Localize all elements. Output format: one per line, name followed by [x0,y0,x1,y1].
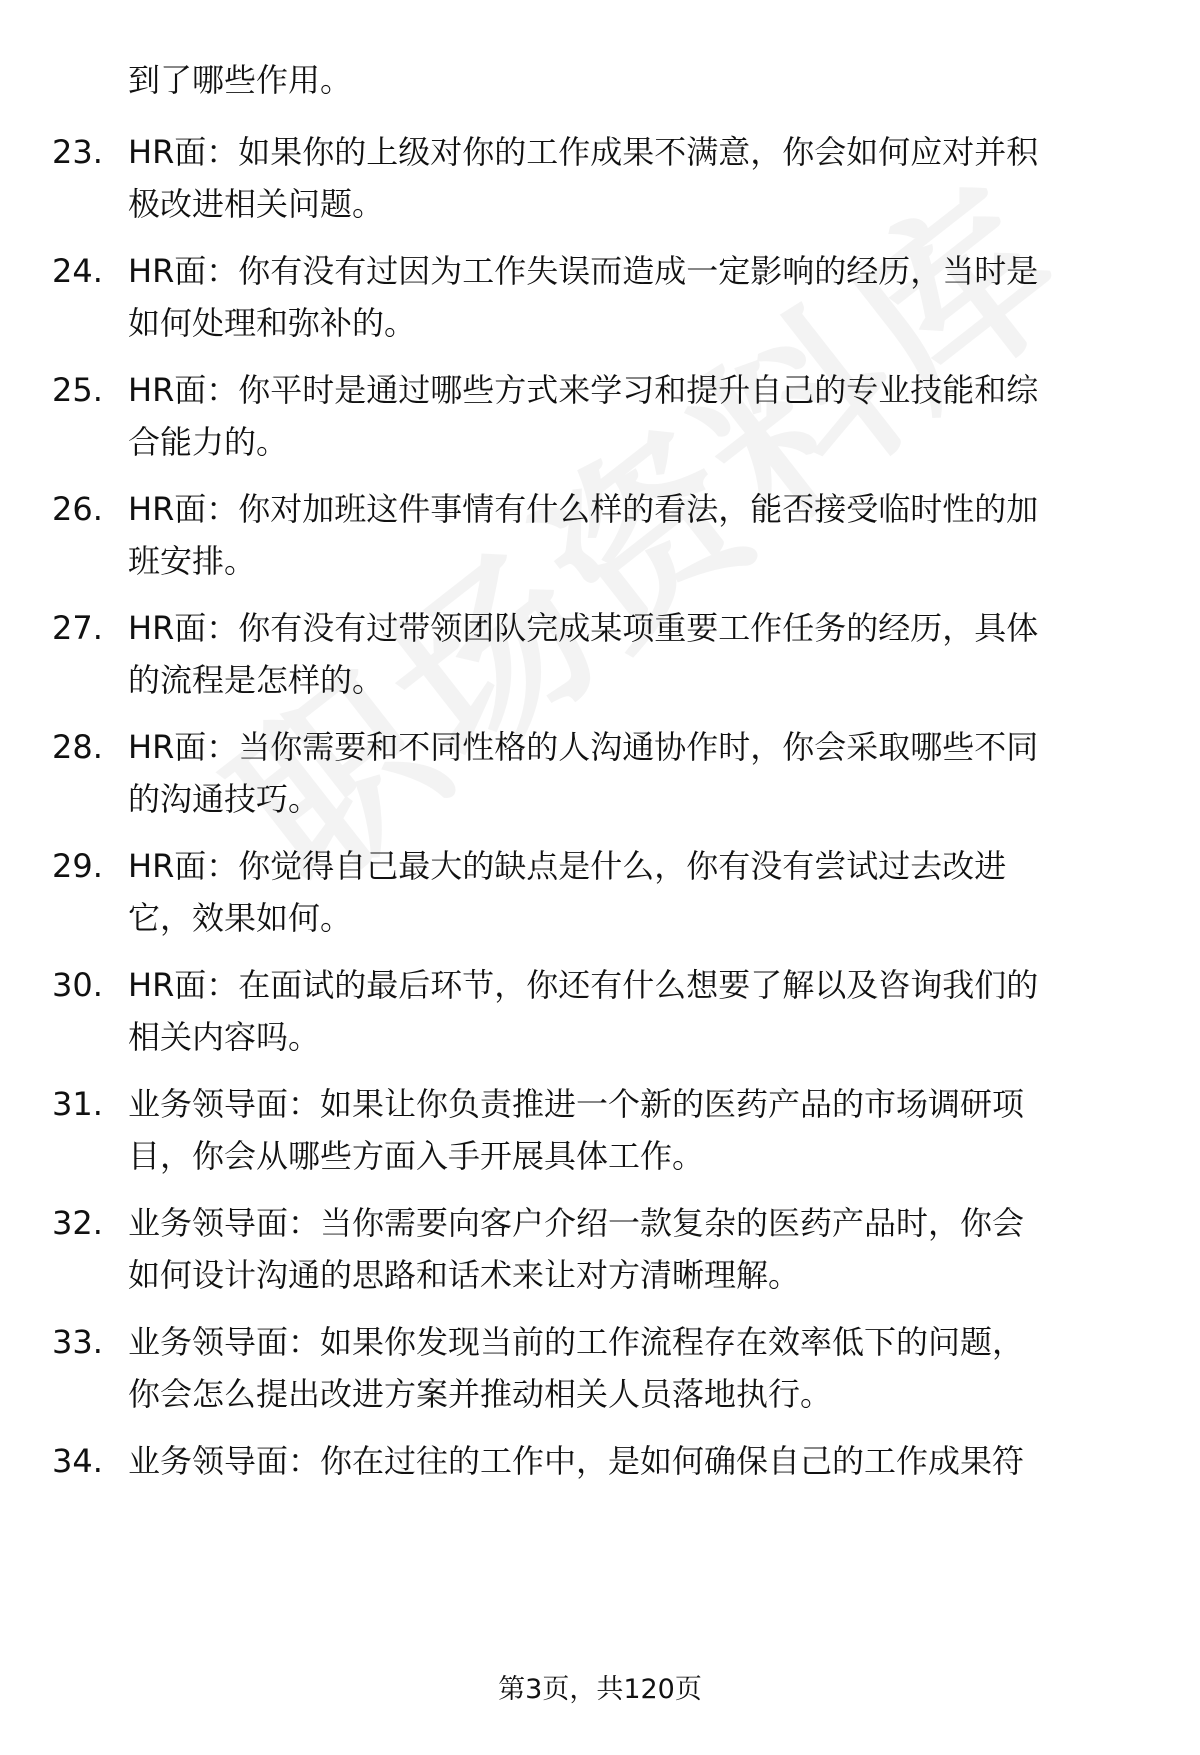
question-number: 33. [52,1323,103,1361]
question-number: 31. [52,1085,103,1123]
question-text-line1: HR面：当你需要和不同性格的人沟通协作时，你会采取哪些不同 [128,728,1039,766]
question-text-line2: 目，你会从哪些方面入手开展具体工作。 [128,1137,705,1175]
question-text-line2: 如何处理和弥补的。 [128,304,417,342]
question-number: 29. [52,847,103,885]
question-text-line1: HR面：在面试的最后环节，你还有什么想要了解以及咨询我们的 [128,966,1039,1004]
question-text-line1: HR面：你有没有过因为工作失误而造成一定影响的经历，当时是 [128,252,1039,290]
question-text-line2: 的流程是怎样的。 [128,661,385,699]
question-text-line2: 合能力的。 [128,423,289,461]
question-text-line1: 业务领导面：当你需要向客户介绍一款复杂的医药产品时，你会 [128,1204,1025,1242]
question-number: 28. [52,728,103,766]
question-number: 27. [52,609,103,647]
question-number: 23. [52,133,103,171]
question-number: 25. [52,371,103,409]
question-text-line2: 相关内容吗。 [128,1018,321,1056]
question-text-line2: 如何设计沟通的思路和话术来让对方清晰理解。 [128,1256,801,1294]
question-number: 30. [52,966,103,1004]
question-text-line2: 你会怎么提出改进方案并推动相关人员落地执行。 [128,1375,833,1413]
question-text-line1: HR面：你有没有过带领团队完成某项重要工作任务的经历，具体 [128,609,1039,647]
question-number: 26. [52,490,103,528]
question-text-line1: 业务领导面：如果你发现当前的工作流程存在效率低下的问题， [128,1323,1025,1361]
question-text-line2: 它，效果如何。 [128,899,353,937]
question-text-line1: HR面：如果你的上级对你的工作成果不满意，你会如何应对并积 [128,133,1039,171]
question-number: 32. [52,1204,103,1242]
question-number: 24. [52,252,103,290]
question-text-line1: HR面：你对加班这件事情有什么样的看法，能否接受临时性的加 [128,490,1039,528]
question-text-line2: 极改进相关问题。 [128,185,385,223]
question-text-line1: HR面：你觉得自己最大的缺点是什么，你有没有尝试过去改进 [128,847,1007,885]
continuation-text: 到了哪些作用。 [128,61,353,99]
question-number: 34. [52,1442,103,1480]
question-text-line2: 的沟通技巧。 [128,780,321,818]
question-text-line1: 业务领导面：如果让你负责推进一个新的医药产品的市场调研项 [128,1085,1025,1123]
question-text-line1: HR面：你平时是通过哪些方式来学习和提升自己的专业技能和综 [128,371,1039,409]
page-footer: 第3页，共120页 [498,1674,702,1705]
question-text-line1: 业务领导面：你在过往的工作中，是如何确保自己的工作成果符 [128,1442,1025,1480]
question-text-line2: 班安排。 [128,542,257,580]
